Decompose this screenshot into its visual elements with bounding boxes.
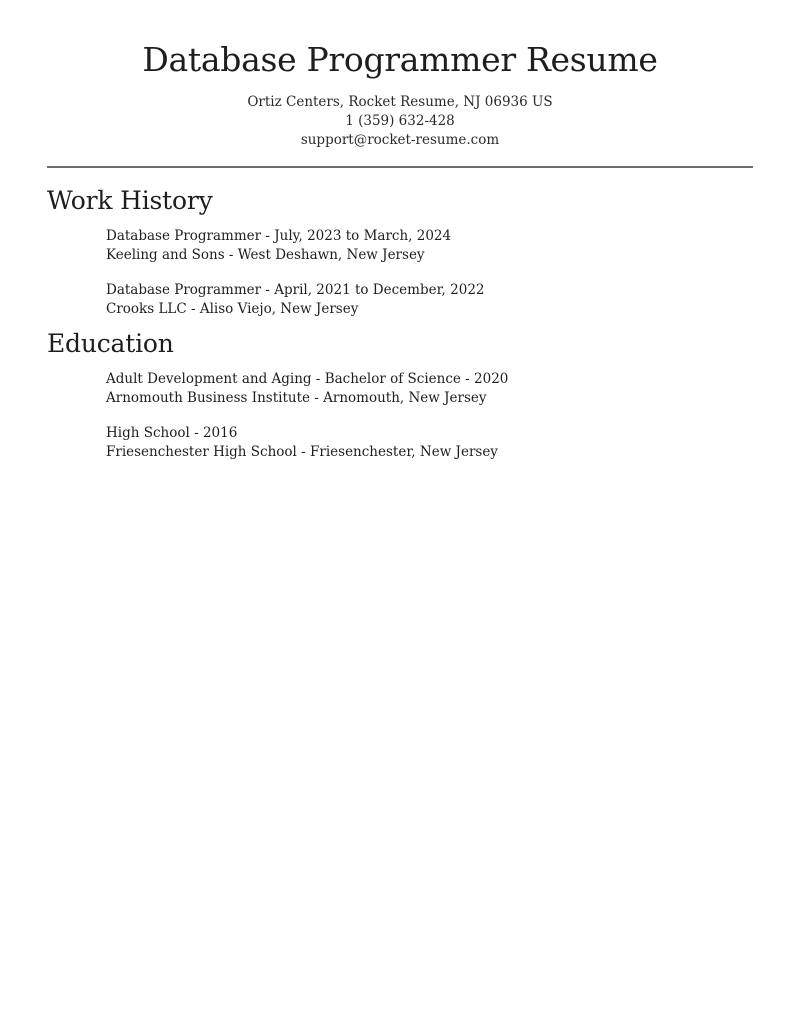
work-entry-title: Database Programmer - July, 2023 to March, 2024 [106, 228, 452, 244]
phone: 1 (359) 632-428 [345, 113, 455, 129]
email: support@rocket-resume.com [300, 132, 500, 148]
resume-title: Database Programmer Resume [142, 40, 658, 79]
header-divider [47, 166, 753, 168]
work-entry-company: Crooks LLC - Aliso Viejo, New Jersey [106, 300, 359, 317]
education-heading: Education [47, 329, 174, 358]
work-entry [106, 227, 451, 264]
work-entry-company: Keeling and Sons - West Deshawn, New Jersey [106, 246, 425, 263]
address: Ortiz Centers, Rocket Resume, NJ 06936 US [247, 94, 553, 110]
contact-info [47, 93, 753, 150]
education-entry-school: Arnomouth Business Institute - Arnomouth, New Jersey [106, 389, 487, 406]
education-entry-degree: High School - 2016 [106, 425, 238, 441]
education-entry-school: Friesenchester High School - Friesenchester, New Jersey [106, 443, 498, 460]
work-entry [106, 281, 485, 318]
education-entry [106, 370, 508, 407]
work-history-heading: Work History [47, 186, 213, 215]
work-entry-title: Database Programmer - April, 2021 to December, 2022 [106, 282, 485, 298]
education-entry [106, 424, 498, 461]
education-entry-degree: Adult Development and Aging - Bachelor of Science - 2020 [106, 371, 509, 387]
